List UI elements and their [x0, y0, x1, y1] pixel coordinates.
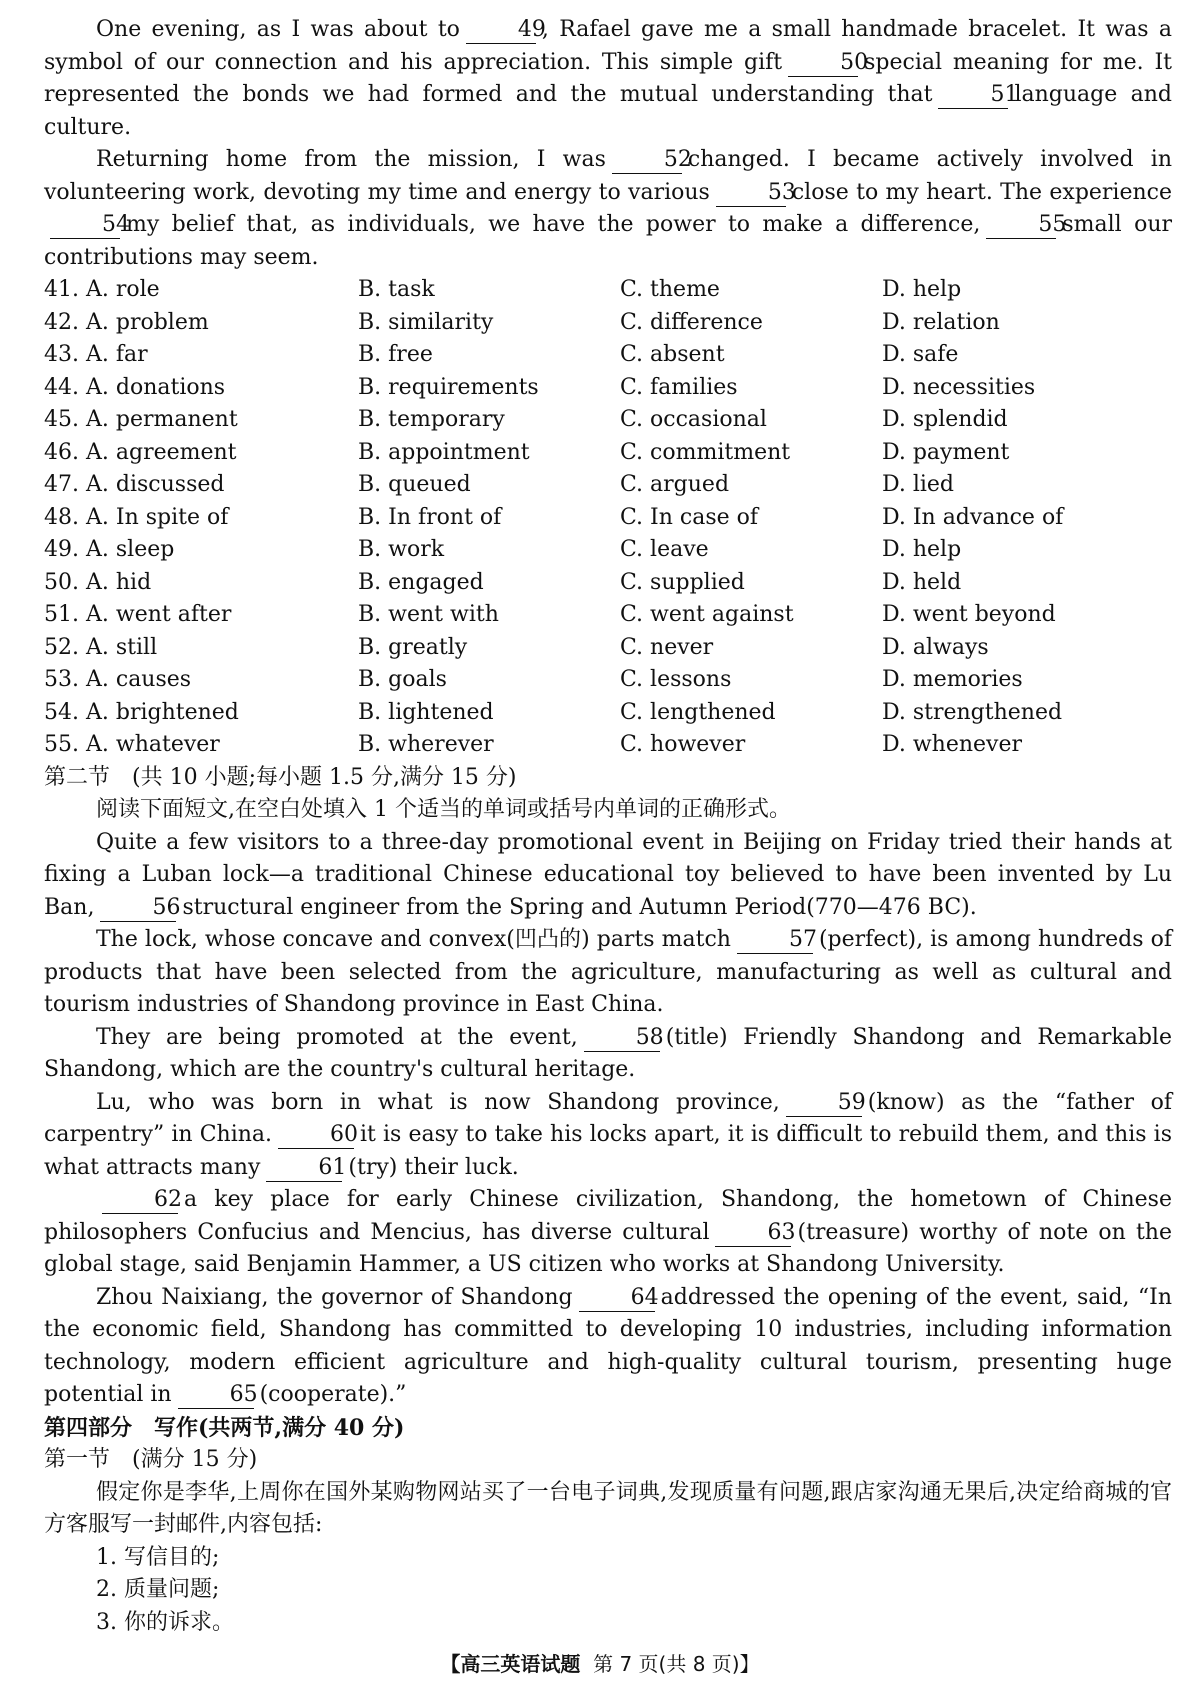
question-number: 54. [44, 699, 79, 725]
option-a [44, 307, 358, 340]
option-d: D. always [882, 634, 989, 660]
option-b: B. requirements [358, 374, 539, 400]
option-row [44, 697, 1172, 730]
option-b: B. greatly [358, 634, 468, 660]
text: (try) their luck. [348, 1154, 519, 1180]
text: They are being promoted at the event, [96, 1024, 578, 1050]
option-a-text: A. went after [86, 602, 232, 627]
option-d: D. relation [882, 309, 1000, 335]
question-number: 48. [44, 504, 79, 530]
option-b: B. engaged [358, 569, 484, 595]
option-a [44, 502, 358, 535]
part-4-heading: 第四部分 写作(共两节,满分 40 分) [44, 1414, 405, 1441]
option-b: B. lightened [358, 699, 494, 725]
blank-49: 49 [466, 17, 536, 44]
text: Zhou Naixiang, the governor of Shandong [96, 1284, 573, 1310]
option-row [44, 567, 1172, 600]
option-c: C. lengthened [620, 699, 776, 725]
question-number: 50. [44, 569, 79, 595]
option-c: C. theme [620, 277, 720, 302]
option-row [44, 664, 1172, 697]
option-d: D. help [882, 277, 962, 302]
blank-58: 58 [584, 1025, 660, 1052]
page-footer [0, 1648, 1200, 1677]
option-d: D. help [882, 537, 962, 562]
question-number: 43. [44, 342, 79, 367]
text: addressed the opening of the event, said, “In the economic field, Shandong has committed to developing 10 industries, including information technology, modern efficient agriculture and high-quality cultural tourism, presenting huge potential in [44, 1284, 1172, 1407]
text: special meaning for me. It represented the bonds we had formed and the mutual understanding that [44, 49, 1173, 107]
grammar-paragraph-4 [44, 1087, 1172, 1185]
blank-64: 64 [579, 1285, 655, 1312]
option-a [44, 567, 358, 600]
option-a-text: A. permanent [86, 407, 238, 432]
text: The lock, whose concave and convex(凹凸的) parts match [96, 927, 731, 952]
text: small our contributions may seem. [44, 212, 1172, 270]
option-a [44, 339, 358, 372]
option-a-text: A. discussed [86, 472, 225, 497]
option-row [44, 534, 1172, 567]
grammar-paragraph-5 [44, 1184, 1172, 1282]
option-c: C. supplied [620, 569, 745, 595]
footer-title: 【高三英语试题 [440, 1652, 581, 1676]
question-number: 46. [44, 439, 79, 465]
option-a [44, 274, 358, 307]
option-c: C. absent [620, 342, 725, 367]
option-d: D. In advance of [882, 504, 1064, 530]
blank-55: 55 [986, 212, 1056, 239]
option-row [44, 372, 1172, 405]
blank-51: 51 [938, 82, 1008, 109]
blank-56: 56 [100, 895, 176, 922]
option-b: B. In front of [358, 504, 502, 530]
text: structural engineer from the Spring and Autumn Period(770—476 BC). [182, 894, 977, 920]
text: (perfect), is among hundreds of products that have been selected from the agriculture, manufacturing as well as cultural and tourism industries of Shandong province in East China. [44, 927, 1173, 1017]
writing-prompt: 假定你是李华,上周你在国外某购物网站买了一台电子词典,发现质量有问题,跟店家沟通无果后,决定给商城的官方客服写一封邮件,内容包括: [44, 1479, 1172, 1537]
text: (know) as the “father of carpentry” in China. [44, 1089, 1173, 1147]
option-a [44, 664, 358, 697]
option-a-text: A. agreement [86, 439, 237, 465]
option-row [44, 599, 1172, 632]
question-number: 44. [44, 374, 79, 400]
blank-50: 50 [788, 50, 858, 77]
text: (treasure) worthy of note on the global stage, said Benjamin Hammer, a US citizen who works at Shandong University. [44, 1219, 1172, 1277]
text: Lu, who was born in what is now Shandong province, [96, 1089, 780, 1115]
option-d: D. memories [882, 667, 1023, 692]
option-a [44, 437, 358, 470]
writing-item-3: 3. 你的诉求。 [96, 1609, 234, 1635]
option-d: D. went beyond [882, 602, 1056, 627]
option-a [44, 372, 358, 405]
blank-63: 63 [715, 1220, 791, 1247]
text: Returning home from the mission, I was [96, 147, 606, 172]
option-a-text: A. sleep [86, 537, 175, 562]
option-c: C. argued [620, 472, 730, 497]
question-number: 49. [44, 537, 79, 562]
option-b: B. task [358, 277, 435, 302]
text: my belief that, as individuals, we have the power to make a difference, [126, 212, 981, 237]
options-list [44, 274, 1172, 762]
blank-52: 52 [612, 147, 682, 174]
option-a-text: A. problem [86, 309, 209, 335]
option-c: C. families [620, 374, 738, 400]
exam-page [44, 14, 1172, 1639]
option-d: D. safe [882, 342, 959, 367]
question-number: 45. [44, 407, 79, 432]
option-a [44, 404, 358, 437]
option-b: B. queued [358, 472, 471, 497]
option-a [44, 469, 358, 502]
text: , Rafael gave me a small handmade bracelet. It was a symbol of our connection and his appreciation. This simple gift [44, 17, 1173, 75]
option-c: C. lessons [620, 667, 732, 692]
text: One evening, as I was about to [96, 17, 460, 42]
option-b: B. wherever [358, 732, 494, 757]
writing-item-1: 1. 写信目的; [96, 1544, 220, 1570]
question-number: 55. [44, 732, 79, 757]
option-a-text: A. donations [86, 374, 226, 400]
option-d: D. splendid [882, 407, 1008, 432]
option-d: D. held [882, 569, 962, 595]
option-a-text: A. far [86, 342, 148, 367]
grammar-paragraph-6 [44, 1282, 1172, 1412]
blank-65: 65 [178, 1382, 254, 1409]
section-2-heading: 第二节 (共 10 小题;每小题 1.5 分,满分 15 分) [44, 764, 517, 790]
option-a [44, 729, 358, 762]
option-b: B. similarity [358, 309, 494, 335]
option-c: C. went against [620, 602, 794, 627]
blank-53: 53 [716, 180, 786, 207]
option-row [44, 404, 1172, 437]
option-c: C. leave [620, 537, 709, 562]
text: Quite a few visitors to a three-day promotional event in Beijing on Friday tried their hands at fixing a Luban lock—a traditional Chinese educational toy believed to have been invented by Lu Ban, [44, 829, 1172, 920]
blank-61: 61 [266, 1155, 342, 1182]
question-number: 52. [44, 634, 79, 660]
option-c: C. however [620, 732, 746, 757]
option-c: C. In case of [620, 504, 759, 530]
question-number: 47. [44, 472, 79, 497]
blank-59: 59 [786, 1090, 862, 1117]
option-b: B. goals [358, 667, 447, 692]
option-c: C. never [620, 634, 714, 660]
option-row [44, 339, 1172, 372]
text: a key place for early Chinese civilization, Shandong, the hometown of Chinese philosophers Confucius and Mencius, has diverse cultural [44, 1187, 1172, 1245]
text: (title) Friendly Shandong and Remarkable Shandong, which are the country's cultural heritage. [44, 1024, 1172, 1082]
option-row [44, 307, 1172, 340]
text: it is easy to take his locks apart, it is difficult to rebuild them, and this is what attracts many [44, 1122, 1172, 1180]
option-a-text: A. whatever [86, 732, 220, 757]
option-row [44, 274, 1172, 307]
option-row [44, 502, 1172, 535]
text: language and culture. [44, 82, 1173, 140]
blank-62: 62 [102, 1187, 178, 1214]
grammar-paragraph-3 [44, 1022, 1172, 1087]
option-b: B. temporary [358, 407, 505, 432]
part-4-sub-heading: 第一节 (满分 15 分) [44, 1447, 258, 1472]
option-b: B. free [358, 342, 433, 367]
grammar-paragraph-2 [44, 924, 1172, 1022]
option-d: D. necessities [882, 374, 1036, 400]
option-a [44, 599, 358, 632]
option-b: B. appointment [358, 439, 530, 465]
option-row [44, 632, 1172, 665]
option-a-text: A. hid [86, 569, 152, 595]
option-b: B. work [358, 537, 445, 562]
option-row [44, 729, 1172, 762]
question-number: 41. [44, 277, 79, 302]
question-number: 51. [44, 602, 79, 627]
option-d: D. whenever [882, 732, 1023, 757]
option-a-text: A. causes [86, 667, 192, 692]
option-a [44, 534, 358, 567]
option-row [44, 437, 1172, 470]
footer-page: 第 7 页(共 8 页)】 [593, 1652, 760, 1676]
option-c: C. difference [620, 309, 763, 335]
writing-item-2: 2. 质量问题; [96, 1577, 220, 1602]
text: changed. I became actively involved in volunteering work, devoting my time and energy to various [44, 147, 1172, 205]
grammar-paragraph-1 [44, 827, 1172, 925]
blank-54: 54 [50, 212, 120, 239]
text: close to my heart. The experience [791, 179, 1172, 205]
cloze-paragraph-2 [44, 144, 1172, 274]
option-a-text: A. brightened [86, 699, 239, 725]
option-a-text: A. still [86, 634, 158, 660]
option-d: D. lied [882, 472, 955, 497]
option-a-text: A. In spite of [86, 504, 229, 530]
option-row [44, 469, 1172, 502]
option-a-text: A. role [86, 277, 160, 302]
option-d: D. strengthened [882, 699, 1063, 725]
cloze-paragraph-1 [44, 14, 1172, 144]
option-c: C. commitment [620, 439, 791, 465]
option-b: B. went with [358, 602, 499, 627]
text: (cooperate).” [259, 1382, 407, 1407]
option-a [44, 632, 358, 665]
option-d: D. payment [882, 439, 1010, 465]
section-2-instruction: 阅读下面短文,在空白处填入 1 个适当的单词或括号内单词的正确形式。 [96, 797, 791, 822]
question-number: 53. [44, 667, 79, 692]
option-a [44, 697, 358, 730]
option-c: C. occasional [620, 407, 767, 432]
question-number: 42. [44, 309, 79, 335]
blank-57: 57 [737, 927, 813, 954]
blank-60: 60 [278, 1122, 354, 1149]
